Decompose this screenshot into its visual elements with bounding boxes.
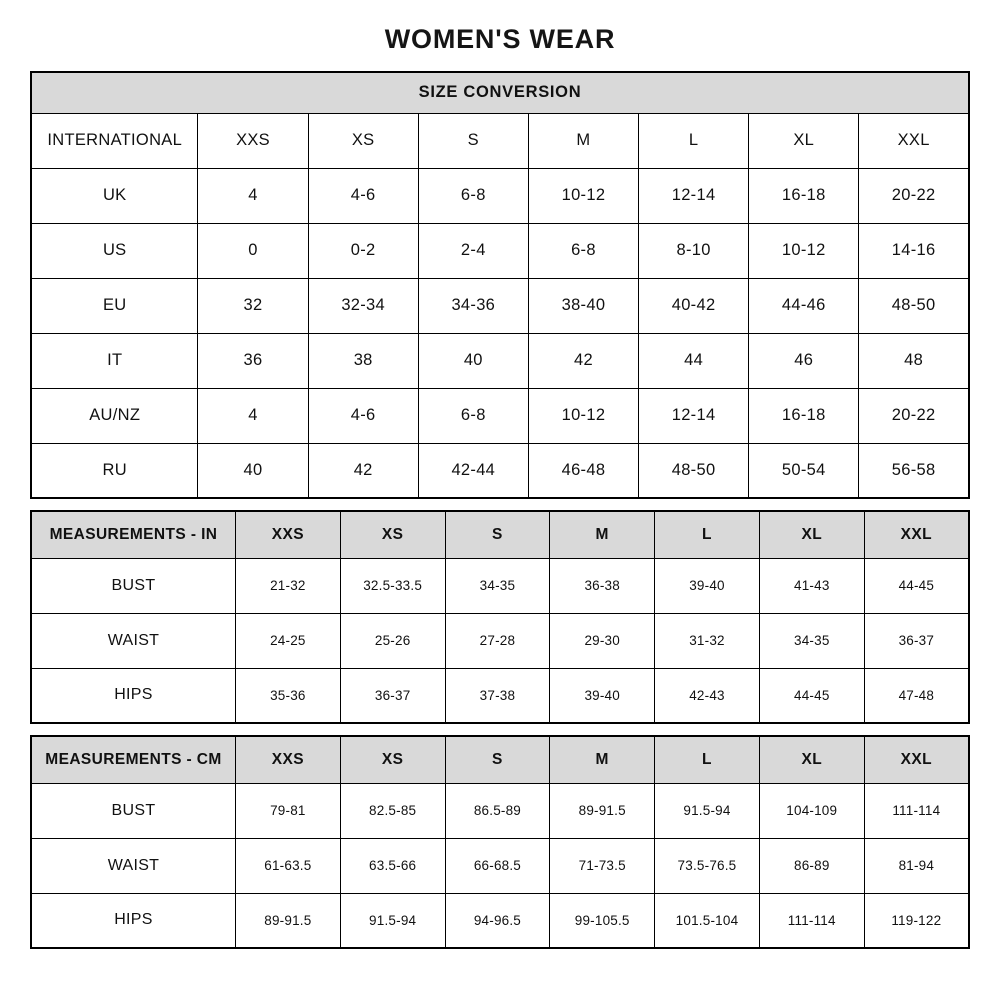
table-cell: 48-50 [639,443,749,498]
table-row [31,223,969,278]
column-header: M [528,113,638,168]
table-row [31,783,969,838]
column-header: XS [308,113,418,168]
table-cell: 2-4 [418,223,528,278]
table-row [31,333,969,388]
table-cell: 0-2 [308,223,418,278]
table-cell: 16-18 [749,168,859,223]
column-header: L [639,113,749,168]
table-cell: 39-40 [550,668,655,723]
table-cell: 48 [859,333,969,388]
row-label: BUST [31,558,235,613]
column-header: XS [340,511,445,558]
table-cell: 47-48 [864,668,969,723]
table-cell: 4-6 [308,168,418,223]
table-cell: 21-32 [235,558,340,613]
table-cell: 20-22 [859,168,969,223]
row-label: BUST [31,783,235,838]
table-cell: 111-114 [759,893,864,948]
table-cell: 32.5-33.5 [340,558,445,613]
table-cell: 10-12 [528,168,638,223]
table-cell: 44-46 [749,278,859,333]
table-row [31,838,969,893]
table-cell: 34-35 [759,613,864,668]
header-row-label: INTERNATIONAL [31,113,198,168]
table-cell: 101.5-104 [655,893,760,948]
table-row [31,168,969,223]
table-cell: 39-40 [655,558,760,613]
table-cell: 46 [749,333,859,388]
column-header: XS [340,736,445,783]
table-cell: 36-37 [340,668,445,723]
table-cell: 41-43 [759,558,864,613]
table-cell: 42 [528,333,638,388]
table-cell: 16-18 [749,388,859,443]
column-header: S [418,113,528,168]
column-header: XXS [198,113,308,168]
column-header: XXL [864,511,969,558]
table-cell: 50-54 [749,443,859,498]
table-row [31,278,969,333]
table-cell: 29-30 [550,613,655,668]
table-cell: 31-32 [655,613,760,668]
table-cell: 71-73.5 [550,838,655,893]
row-label: RU [31,443,198,498]
table-cell: 104-109 [759,783,864,838]
table-row [31,558,969,613]
column-header: M [550,736,655,783]
table-cell: 61-63.5 [235,838,340,893]
size-conversion-title: SIZE CONVERSION [31,72,969,113]
table-cell: 20-22 [859,388,969,443]
table-cell: 42-43 [655,668,760,723]
column-header: XXL [859,113,969,168]
row-label: HIPS [31,893,235,948]
measurements-in-table [30,510,970,724]
header-row-label: MEASUREMENTS - CM [31,736,235,783]
row-label: EU [31,278,198,333]
header-row-label: MEASUREMENTS - IN [31,511,235,558]
table-cell: 32 [198,278,308,333]
column-header: XXS [235,736,340,783]
table-cell: 36-38 [550,558,655,613]
table-cell: 8-10 [639,223,749,278]
table-cell: 14-16 [859,223,969,278]
table-cell: 12-14 [639,168,749,223]
table-cell: 91.5-94 [655,783,760,838]
table-cell: 36-37 [864,613,969,668]
table-cell: 37-38 [445,668,550,723]
table-cell: 48-50 [859,278,969,333]
table-cell: 89-91.5 [550,783,655,838]
column-header: XXS [235,511,340,558]
table-cell: 24-25 [235,613,340,668]
table-cell: 63.5-66 [340,838,445,893]
table-cell: 119-122 [864,893,969,948]
table-cell: 56-58 [859,443,969,498]
table-cell: 40 [198,443,308,498]
column-header: L [655,736,760,783]
table-cell: 25-26 [340,613,445,668]
column-header: XL [759,511,864,558]
table-cell: 94-96.5 [445,893,550,948]
table-cell: 44-45 [759,668,864,723]
table-cell: 10-12 [749,223,859,278]
column-header: L [655,511,760,558]
table-cell: 42-44 [418,443,528,498]
table-row [31,893,969,948]
row-label: AU/NZ [31,388,198,443]
row-label: WAIST [31,613,235,668]
table-cell: 82.5-85 [340,783,445,838]
table-cell: 38-40 [528,278,638,333]
row-label: HIPS [31,668,235,723]
table-cell: 81-94 [864,838,969,893]
row-label: UK [31,168,198,223]
row-label: IT [31,333,198,388]
table-cell: 6-8 [418,388,528,443]
table-row [31,388,969,443]
table-cell: 44 [639,333,749,388]
table-cell: 40 [418,333,528,388]
column-header-row [31,511,969,558]
row-label: WAIST [31,838,235,893]
table-cell: 42 [308,443,418,498]
column-header: XL [749,113,859,168]
table-cell: 86.5-89 [445,783,550,838]
table-cell: 36 [198,333,308,388]
size-conversion-table [30,71,970,499]
table-cell: 91.5-94 [340,893,445,948]
table-row [31,443,969,498]
table-cell: 10-12 [528,388,638,443]
table-cell: 35-36 [235,668,340,723]
table-cell: 4-6 [308,388,418,443]
table-cell: 38 [308,333,418,388]
table-cell: 12-14 [639,388,749,443]
column-header: XXL [864,736,969,783]
table-row [31,613,969,668]
table-cell: 111-114 [864,783,969,838]
column-header: M [550,511,655,558]
page-title: WOMEN'S WEAR [384,24,616,54]
table-cell: 34-36 [418,278,528,333]
table-cell: 32-34 [308,278,418,333]
measurements-cm-table [30,735,970,949]
table-cell: 27-28 [445,613,550,668]
table-cell: 46-48 [528,443,638,498]
table-title-row [31,72,969,113]
table-cell: 66-68.5 [445,838,550,893]
row-label: US [31,223,198,278]
column-header: S [445,736,550,783]
column-header: XL [759,736,864,783]
column-header-row [31,736,969,783]
table-cell: 40-42 [639,278,749,333]
column-header-row [31,113,969,168]
table-cell: 4 [198,388,308,443]
table-cell: 79-81 [235,783,340,838]
table-cell: 4 [198,168,308,223]
table-cell: 34-35 [445,558,550,613]
table-cell: 6-8 [528,223,638,278]
table-cell: 44-45 [864,558,969,613]
column-header: S [445,511,550,558]
table-cell: 89-91.5 [235,893,340,948]
table-cell: 6-8 [418,168,528,223]
table-cell: 99-105.5 [550,893,655,948]
table-row [31,668,969,723]
table-cell: 73.5-76.5 [655,838,760,893]
table-cell: 86-89 [759,838,864,893]
table-cell: 0 [198,223,308,278]
